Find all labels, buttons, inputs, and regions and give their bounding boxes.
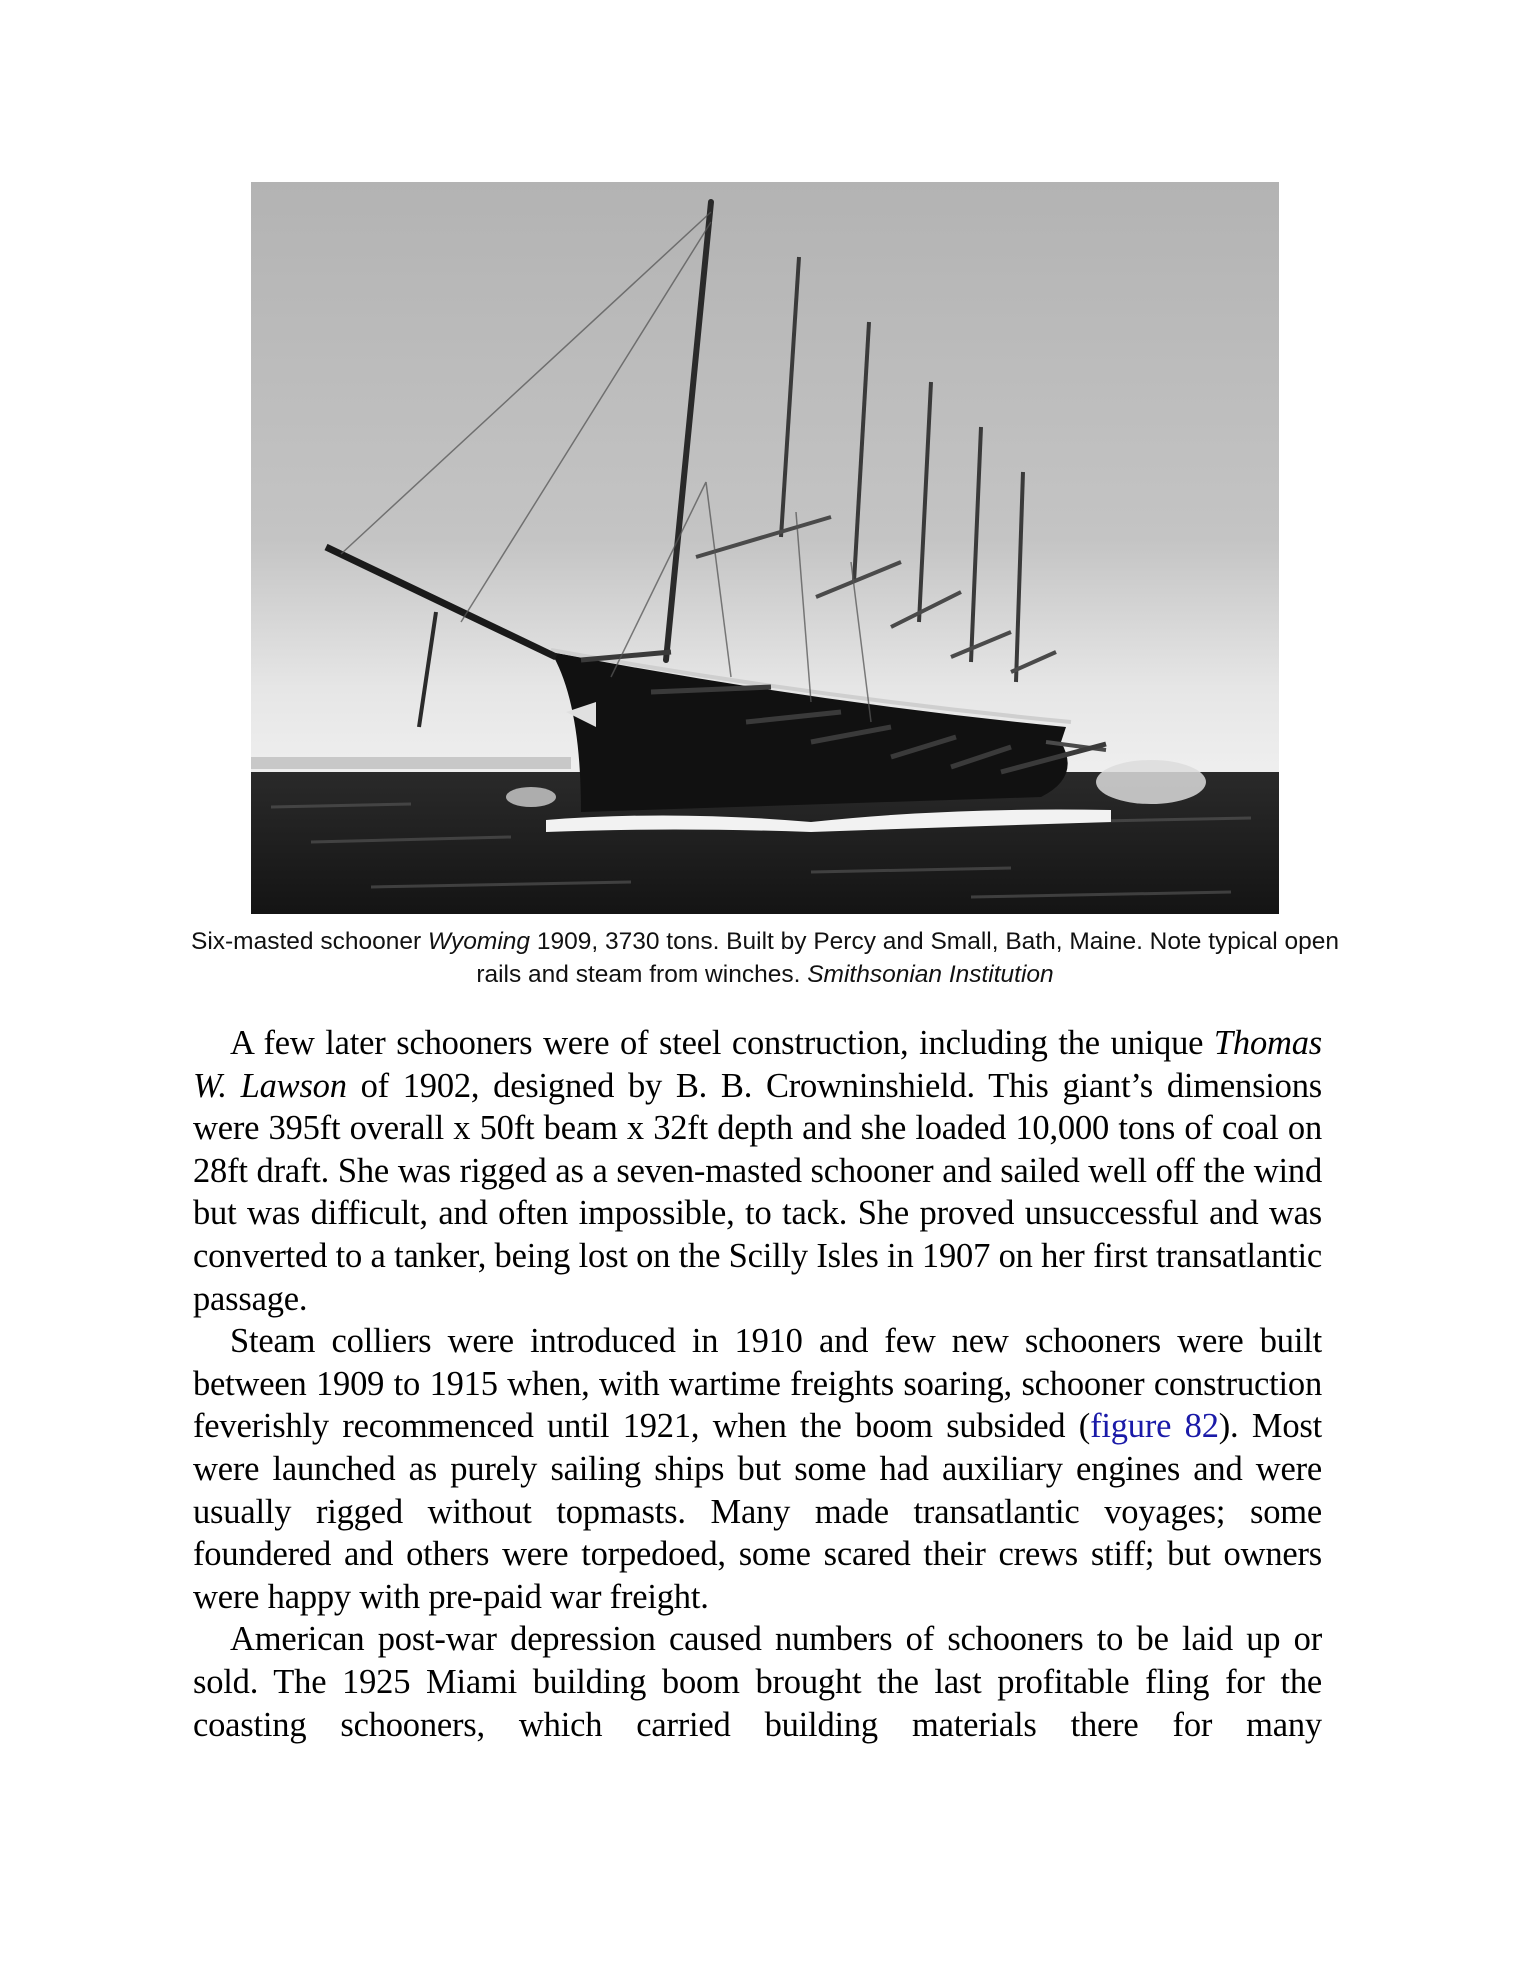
schooner-photograph (251, 182, 1279, 914)
caption-text-start: Six-masted schooner (190, 928, 428, 955)
paragraph-text: American post-war depression caused numbers of schooners to be laid up or sold. The 1925 Miami building boom brought the last profitable fling for the coasting schooners, which carried building materials there for many (193, 1620, 1322, 1744)
caption-text-end: 1909, 3730 tons. Built by Percy and Small, Bath, Maine. Note typical open rails and steam from winches. (476, 928, 1339, 988)
caption-credit: Smithsonian Institution (807, 961, 1054, 988)
ship-photo-illustration (251, 182, 1279, 914)
figure-caption (190, 925, 1340, 991)
paragraph-text: A few later schooners were of steel construction, including the unique (230, 1024, 1214, 1062)
caption-ship-name: Wyoming (427, 928, 531, 955)
figure-82-link[interactable]: figure 82 (1090, 1407, 1219, 1446)
paragraph-steel-schooners (193, 1022, 1322, 1320)
ship-name-italic: Thomas W. Lawson (193, 1024, 1322, 1105)
paragraph-text: of 1902, designed by B. B. Crowninshield. This giant’s dimensions were 395ft overall x 50ft beam x 32ft depth and she loaded 10,000 tons of coal on 28ft draft. She was rigged as a seven-masted schooner and sailed well off the wind but was difficult, and often impossible, to tack. She proved unsuccessful and was converted to a tanker, being lost on the Scilly Isles in 1907 on her first transatlantic passage. (193, 1066, 1323, 1318)
paragraph-text: ). Most were launched as purely sailing ships but some had auxiliary engines and were usually rigged without topmasts. Many made transatlantic voyages; some foundered and others were torpedoed, some scared their crews stiff; but owners were happy with pre-paid war freight. (193, 1407, 1323, 1616)
body-text (193, 1022, 1322, 1746)
paragraph-post-war (193, 1618, 1322, 1746)
paragraph-text: Steam colliers were introduced in 1910 and few new schooners were built between 1909 to 1915 when, with wartime freights soaring, schooner construction feverishly recommenced until 1921, when the boom subsided ( (193, 1322, 1322, 1446)
paragraph-steam-colliers (193, 1320, 1322, 1618)
